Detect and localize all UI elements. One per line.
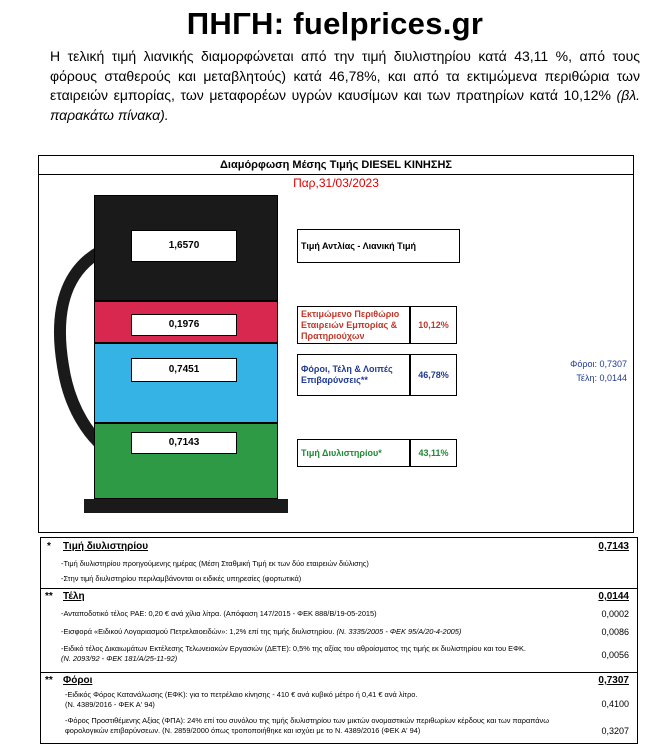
tax-item-efk-desc: -Ειδικός Φόρος Κατανάλωσης (ΕΦΚ): για το πετρέλαιο κίνησης - 410 € ανά κυβικό μέτρο ή 0,41 € ανά λίτρο. <box>65 690 418 699</box>
fees-total: 0,0144 <box>598 591 629 602</box>
taxes-percentage: 46,78% <box>410 354 457 396</box>
side-taxes-value: 0,7307 <box>599 359 627 369</box>
diagram-date: Παρ,31/03/2023 <box>293 176 379 190</box>
side-fees <box>557 373 627 383</box>
refinery-note-2-text: -Στην τιμή διυλιστηρίου περιλαμβάνονται οι ειδικές υπηρεσίες (φορτωτικά) <box>61 574 302 583</box>
side-fees-value: 0,0144 <box>599 373 627 383</box>
tax-item-efk-ref: (Ν. 4389/2016 - ΦΕΚ Α' 94) <box>65 699 155 709</box>
table-row-refinery <box>41 540 637 556</box>
tax-item-efk-value: 0,4100 <box>601 699 629 709</box>
side-taxes-label: Φόροι: <box>570 359 597 369</box>
retail-price-value: 1,6570 <box>131 230 237 262</box>
refinery-total: 0,7143 <box>598 541 629 552</box>
refinery-title: Τιμή διυλιστηρίου <box>63 541 149 552</box>
price-composition-diagram <box>38 155 634 533</box>
tax-item-fpa-text: -Φόρος Προστιθέμενης Αξίας (ΦΠΑ): 24% επί του συνόλου της τιμής διυλιστηρίου των μικτών ονομαστικών περιθωρίων κέρδους και των παραπάνω φορολογικών επιβαρύνσεων. (Ν. 2859/2000 όπως τροποποιήθηκε και ισχύει με το Ν. 4389/2016 (ΦΕΚ Α' 94) <box>65 716 549 735</box>
margin-label: Εκτιμώμενο Περιθώριο Εταιρειών Εμπορίας & Πρατηριούχων <box>297 306 410 344</box>
fee-item-dete-value: 0,0056 <box>601 650 629 660</box>
taxes-mark: ** <box>45 675 53 686</box>
refinery-label: Τιμή Διυλιστηρίου* <box>297 439 410 467</box>
taxes-label: Φόροι, Τέλη & Λοιπές Επιβαρύνσεις** <box>297 354 410 396</box>
tax-item-efk-text <box>65 690 575 709</box>
refinery-percentage: 43,11% <box>410 439 457 467</box>
table-row-fees <box>41 588 637 605</box>
retail-label: Τιμή Αντλίας - Λιανική Τιμή <box>297 229 460 263</box>
page-title: ΠΗΓΗ: fuelprices.gr <box>186 6 484 41</box>
fee-item-elp <box>41 627 637 641</box>
fee-item-dete-text <box>61 644 581 663</box>
tax-item-fpa-value: 0,3207 <box>601 726 629 736</box>
fee-item-rae-text: -Ανταποδοτικό τέλος ΡΑΕ: 0,20 € ανά χίλια λίτρα. (Απόφαση 147/2015 - ΦΕΚ 888/Β/19-05-2015) <box>61 609 377 618</box>
fee-item-elp-ref: (Ν. 3335/2005 - ΦΕΚ 95/Α/20-4-2005) <box>336 627 462 636</box>
margin-percentage: 10,12% <box>410 306 457 344</box>
refinery-note-1-text: -Τιμή διυλιστηρίου προηγούμενης ημέρας (Μέση Σταθμική Τιμή εκ των δύο εταιρειών διύλισης) <box>61 559 369 568</box>
taxes-total: 0,7307 <box>598 675 629 686</box>
diagram-title: Διαμόρφωση Μέσης Τιμής DIESEL ΚΙΝΗΣΗΣ <box>39 156 633 175</box>
fee-item-rae <box>41 609 637 623</box>
refinery-value: 0,7143 <box>131 432 237 454</box>
table-row-taxes <box>41 672 637 689</box>
tax-item-fpa <box>41 716 637 740</box>
fee-item-rae-value: 0,0002 <box>601 609 629 619</box>
tax-item-efk <box>41 690 637 714</box>
intro-text: Η τελική τιμή λιανικής διαμορφώνεται από την τιμή διυλιστηρίου κατά 43,11 %, από τους φόρους σταθερούς και μεταβλητούς) κατά 46,78%, και από τα εκτιμώμενα περιθώρια των εταιρειών εμπορίας, των μεταφορέων υγρών καυσίμων και των πρατηρίων κατά 10,12% <box>50 48 640 103</box>
taxes-value: 0,7451 <box>131 358 237 382</box>
side-taxes <box>557 359 627 369</box>
fee-item-dete <box>41 644 637 668</box>
fee-item-dete-ref: (Ν. 2093/92 - ΦΕΚ 181/Α/25-11-92) <box>61 653 178 663</box>
pump-segment-taxes <box>94 343 278 423</box>
side-fees-label: Τέλη: <box>576 373 597 383</box>
intro-note: (βλ. παρακάτω πίνακα). <box>50 87 640 123</box>
fee-item-elp-desc: -Εισφορά «Ειδικού Λογαριασμού Πετρελαιοειδών»: 1,2% επί της τιμής διυλιστηρίου. <box>61 627 335 636</box>
intro-paragraph <box>50 47 640 125</box>
breakdown-table <box>40 537 638 744</box>
fees-title: Τέλη <box>63 591 85 602</box>
taxes-title: Φόροι <box>63 675 93 686</box>
fees-mark: ** <box>45 591 53 602</box>
fee-item-elp-value: 0,0086 <box>601 627 629 637</box>
fee-item-dete-desc: -Ειδικό τέλος Δικαιωμάτων Εκτέλεσης Τελωνειακών Εργασιών (ΔΕΤΕ): 0,5% της αξίας του αθροίσματος της τιμής εκ διυλιστηρίου και του ΕΦΚ. <box>61 644 526 653</box>
fee-item-elp-text <box>61 627 581 637</box>
refinery-mark: * <box>47 541 51 552</box>
pump-base <box>84 499 288 513</box>
margin-value: 0,1976 <box>131 314 237 336</box>
